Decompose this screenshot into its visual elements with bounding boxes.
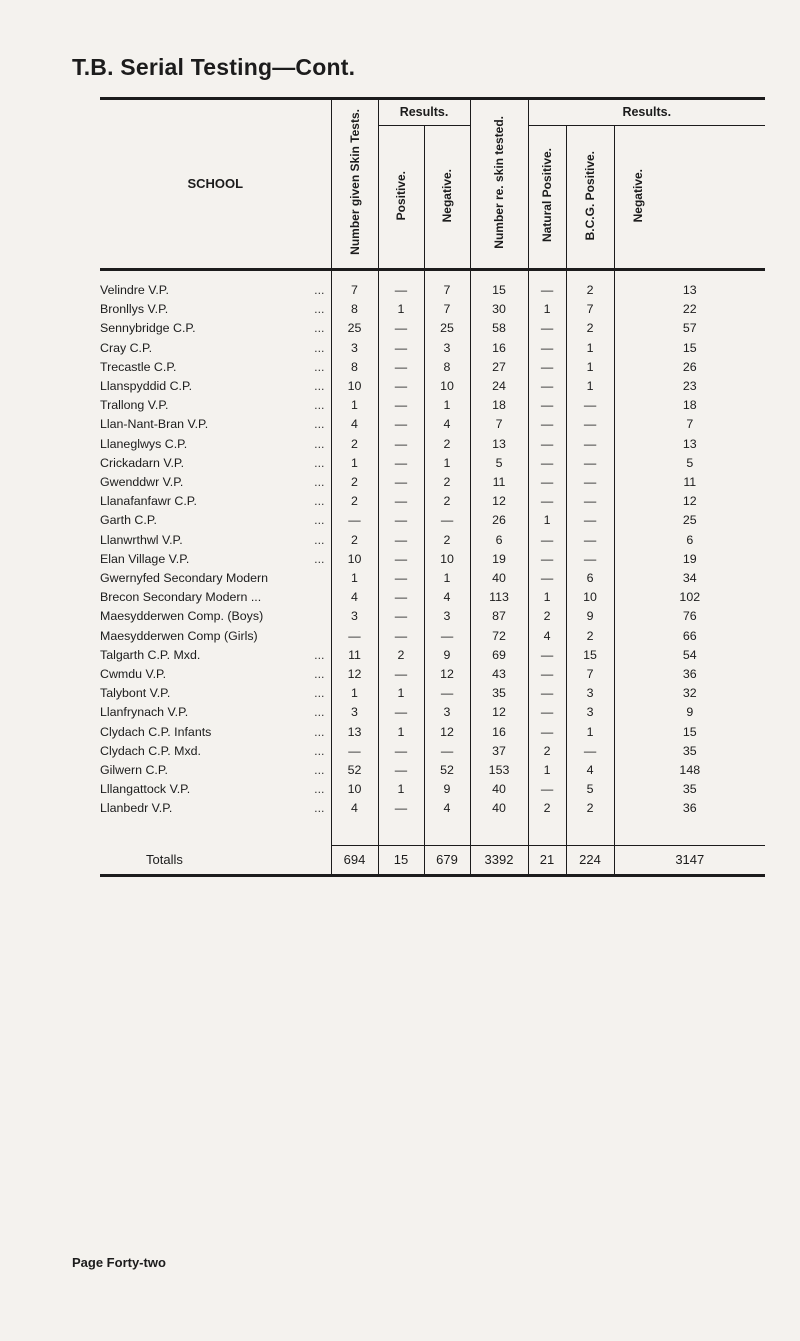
cell-bcg: —: [566, 435, 614, 454]
school-name: Crickadarn V.P. ...: [100, 455, 325, 470]
cell-retested: 30: [470, 300, 528, 319]
total-given: 694: [331, 845, 378, 875]
cell-given: 1: [331, 684, 378, 703]
cell-neg: 2: [424, 492, 470, 511]
school-name: Maesydderwen Comp (Girls): [100, 628, 258, 643]
cell-retested: 5: [470, 454, 528, 473]
school-name: Gilwern C.P. ...: [100, 763, 325, 778]
cell-neg2: 57: [614, 319, 765, 338]
cell-nat: —: [528, 550, 566, 569]
cell-pos: —: [378, 511, 424, 530]
school-name: Llanfrynach V.P. ...: [100, 705, 325, 720]
table-row: [100, 531, 765, 550]
cell-neg2: 11: [614, 473, 765, 492]
school-name: Trallong V.P. ...: [100, 398, 325, 413]
total-nat: 21: [528, 845, 566, 875]
cell-bcg: 2: [566, 627, 614, 646]
school-name: Gwenddwr V.P. ...: [100, 475, 325, 490]
total-bcg: 224: [566, 845, 614, 875]
cell-given: —: [331, 511, 378, 530]
cell-neg2: 36: [614, 799, 765, 818]
cell-neg2: 12: [614, 492, 765, 511]
cell-nat: 2: [528, 607, 566, 626]
cell-given: 1: [331, 454, 378, 473]
table-row: [100, 492, 765, 511]
school-name: Trecastle C.P. ...: [100, 359, 325, 374]
table-row: [100, 723, 765, 742]
cell-neg2: 22: [614, 300, 765, 319]
cell-nat: 2: [528, 799, 566, 818]
total-pos: 15: [378, 845, 424, 875]
school-name: Gwernyfed Secondary Modern: [100, 571, 269, 586]
cell-retested: 15: [470, 270, 528, 301]
cell-retested: 40: [470, 569, 528, 588]
cell-neg: 10: [424, 377, 470, 396]
cell-given: 2: [331, 435, 378, 454]
cell-bcg: —: [566, 742, 614, 761]
cell-neg: 52: [424, 761, 470, 780]
cell-pos: —: [378, 492, 424, 511]
cell-given: 11: [331, 646, 378, 665]
total-neg: 679: [424, 845, 470, 875]
total-neg2: 3147: [614, 845, 765, 875]
cell-pos: 1: [378, 723, 424, 742]
cell-retested: 40: [470, 799, 528, 818]
cell-neg2: 35: [614, 742, 765, 761]
cell-nat: —: [528, 435, 566, 454]
cell-neg: —: [424, 742, 470, 761]
cell-retested: 35: [470, 684, 528, 703]
cell-pos: —: [378, 319, 424, 338]
header-positive: Positive.: [378, 126, 424, 270]
cell-neg2: 32: [614, 684, 765, 703]
cell-neg2: 66: [614, 627, 765, 646]
table-row: [100, 339, 765, 358]
header-results-1: Results.: [378, 99, 470, 126]
cell-neg: —: [424, 627, 470, 646]
cell-retested: 27: [470, 358, 528, 377]
school-name: Llanspyddid C.P. ...: [100, 379, 325, 394]
cell-bcg: 1: [566, 358, 614, 377]
school-name: Llaneglwys C.P. ...: [100, 436, 325, 451]
cell-given: 7: [331, 270, 378, 301]
cell-neg2: 18: [614, 396, 765, 415]
cell-bcg: 2: [566, 799, 614, 818]
cell-nat: 1: [528, 588, 566, 607]
cell-pos: 1: [378, 684, 424, 703]
cell-nat: —: [528, 377, 566, 396]
school-name: Brecon Secondary Modern ...: [100, 590, 262, 605]
cell-nat: —: [528, 703, 566, 722]
cell-given: 52: [331, 761, 378, 780]
cell-retested: 24: [470, 377, 528, 396]
header-natural-positive: Natural Positive.: [528, 126, 566, 270]
cell-given: 10: [331, 780, 378, 799]
cell-bcg: —: [566, 415, 614, 434]
header-bcg-positive: B.C.G. Positive.: [566, 126, 614, 270]
table-row: [100, 550, 765, 569]
school-name: Clydach C.P. Infants ...: [100, 724, 325, 739]
cell-retested: 153: [470, 761, 528, 780]
cell-nat: —: [528, 473, 566, 492]
cell-retested: 87: [470, 607, 528, 626]
cell-neg: 12: [424, 723, 470, 742]
cell-nat: —: [528, 396, 566, 415]
cell-neg: 4: [424, 799, 470, 818]
cell-neg: 9: [424, 646, 470, 665]
totals-label: Totalls: [100, 845, 331, 875]
cell-nat: —: [528, 319, 566, 338]
cell-given: 10: [331, 550, 378, 569]
table-row: [100, 435, 765, 454]
cell-bcg: 9: [566, 607, 614, 626]
header-negative: Negative.: [424, 126, 470, 270]
cell-retested: 37: [470, 742, 528, 761]
table-row: [100, 742, 765, 761]
cell-nat: —: [528, 358, 566, 377]
cell-pos: —: [378, 435, 424, 454]
cell-neg: 7: [424, 300, 470, 319]
cell-neg: 1: [424, 396, 470, 415]
cell-neg: 3: [424, 607, 470, 626]
school-name: Elan Village V.P. ...: [100, 551, 325, 566]
cell-bcg: 3: [566, 684, 614, 703]
cell-retested: 12: [470, 703, 528, 722]
cell-nat: 1: [528, 511, 566, 530]
serial-testing-table: [100, 99, 765, 877]
cell-retested: 19: [470, 550, 528, 569]
cell-neg: 4: [424, 588, 470, 607]
cell-given: 8: [331, 300, 378, 319]
cell-retested: 13: [470, 435, 528, 454]
cell-retested: 18: [470, 396, 528, 415]
table-row: [100, 396, 765, 415]
cell-bcg: 1: [566, 377, 614, 396]
cell-retested: 12: [470, 492, 528, 511]
cell-neg2: 25: [614, 511, 765, 530]
cell-neg: 2: [424, 473, 470, 492]
cell-nat: —: [528, 339, 566, 358]
table-row: [100, 300, 765, 319]
cell-neg: 2: [424, 531, 470, 550]
cell-neg: 8: [424, 358, 470, 377]
cell-given: —: [331, 742, 378, 761]
cell-given: 3: [331, 703, 378, 722]
cell-nat: —: [528, 531, 566, 550]
cell-pos: —: [378, 742, 424, 761]
cell-neg2: 6: [614, 531, 765, 550]
school-name: Maesydderwen Comp. (Boys): [100, 609, 264, 624]
cell-nat: —: [528, 454, 566, 473]
cell-bcg: 1: [566, 339, 614, 358]
cell-bcg: —: [566, 531, 614, 550]
cell-given: 4: [331, 799, 378, 818]
cell-bcg: 10: [566, 588, 614, 607]
cell-bcg: —: [566, 492, 614, 511]
table-row: [100, 761, 765, 780]
header-number-retested: Number re. skin tested.: [470, 99, 528, 270]
page-title: T.B. Serial Testing—Cont.: [72, 54, 356, 80]
table-row: [100, 607, 765, 626]
header-number-given: Number given Skin Tests.: [331, 99, 378, 270]
table-row: [100, 358, 765, 377]
cell-neg2: 26: [614, 358, 765, 377]
cell-pos: —: [378, 377, 424, 396]
cell-nat: —: [528, 684, 566, 703]
cell-given: 3: [331, 339, 378, 358]
cell-bcg: 7: [566, 300, 614, 319]
cell-given: 1: [331, 569, 378, 588]
cell-retested: 16: [470, 339, 528, 358]
cell-pos: —: [378, 607, 424, 626]
cell-bcg: 4: [566, 761, 614, 780]
cell-given: 2: [331, 531, 378, 550]
cell-bcg: 5: [566, 780, 614, 799]
cell-retested: 7: [470, 415, 528, 434]
cell-pos: —: [378, 339, 424, 358]
school-name: Bronllys V.P. ...: [100, 302, 325, 317]
cell-pos: —: [378, 703, 424, 722]
table-row: [100, 454, 765, 473]
cell-given: 25: [331, 319, 378, 338]
cell-pos: —: [378, 270, 424, 301]
cell-nat: —: [528, 646, 566, 665]
school-name: Talgarth C.P. Mxd. ...: [100, 647, 325, 662]
cell-neg2: 36: [614, 665, 765, 684]
cell-bcg: —: [566, 396, 614, 415]
cell-neg: —: [424, 684, 470, 703]
school-name: Clydach C.P. Mxd. ...: [100, 743, 325, 758]
cell-pos: —: [378, 627, 424, 646]
cell-neg2: 35: [614, 780, 765, 799]
cell-given: —: [331, 627, 378, 646]
cell-nat: 1: [528, 300, 566, 319]
cell-bcg: 3: [566, 703, 614, 722]
cell-neg: 10: [424, 550, 470, 569]
cell-bcg: —: [566, 473, 614, 492]
header-school: SCHOOL: [100, 99, 331, 270]
cell-nat: —: [528, 780, 566, 799]
school-name: Garth C.P. ...: [100, 513, 325, 528]
cell-given: 1: [331, 396, 378, 415]
cell-nat: 2: [528, 742, 566, 761]
cell-neg2: 13: [614, 270, 765, 301]
cell-bcg: 2: [566, 270, 614, 301]
cell-retested: 43: [470, 665, 528, 684]
cell-neg: 25: [424, 319, 470, 338]
cell-bcg: —: [566, 454, 614, 473]
cell-given: 13: [331, 723, 378, 742]
cell-bcg: 2: [566, 319, 614, 338]
cell-given: 4: [331, 588, 378, 607]
cell-retested: 69: [470, 646, 528, 665]
cell-pos: —: [378, 358, 424, 377]
table-row: [100, 703, 765, 722]
cell-neg: 1: [424, 569, 470, 588]
cell-retested: 11: [470, 473, 528, 492]
cell-pos: 2: [378, 646, 424, 665]
table-row: [100, 799, 765, 818]
cell-nat: —: [528, 723, 566, 742]
cell-pos: —: [378, 531, 424, 550]
cell-retested: 16: [470, 723, 528, 742]
table-row: [100, 569, 765, 588]
table-row: [100, 319, 765, 338]
school-name: Llan-Nant-Bran V.P. ...: [100, 417, 325, 432]
cell-bcg: —: [566, 511, 614, 530]
cell-pos: —: [378, 415, 424, 434]
table-row: [100, 270, 765, 301]
school-name: Cray C.P. ...: [100, 340, 325, 355]
cell-neg2: 102: [614, 588, 765, 607]
cell-pos: —: [378, 473, 424, 492]
cell-given: 4: [331, 415, 378, 434]
table-row: [100, 588, 765, 607]
cell-neg2: 23: [614, 377, 765, 396]
school-name: Llanwrthwl V.P. ...: [100, 532, 325, 547]
table-row: [100, 511, 765, 530]
cell-retested: 72: [470, 627, 528, 646]
table-row: [100, 665, 765, 684]
cell-neg2: 76: [614, 607, 765, 626]
cell-pos: —: [378, 588, 424, 607]
cell-neg: 3: [424, 703, 470, 722]
cell-neg2: 9: [614, 703, 765, 722]
cell-given: 12: [331, 665, 378, 684]
header-negative-2: Negative.: [614, 126, 765, 270]
cell-neg: 4: [424, 415, 470, 434]
cell-neg2: 148: [614, 761, 765, 780]
school-name: Cwmdu V.P. ...: [100, 667, 325, 682]
table-row: [100, 780, 765, 799]
cell-pos: —: [378, 569, 424, 588]
cell-pos: —: [378, 454, 424, 473]
cell-nat: —: [528, 665, 566, 684]
cell-pos: —: [378, 799, 424, 818]
school-name: Talybont V.P. ...: [100, 686, 325, 701]
cell-pos: 1: [378, 780, 424, 799]
table-row: [100, 377, 765, 396]
cell-bcg: —: [566, 550, 614, 569]
cell-given: 8: [331, 358, 378, 377]
cell-pos: —: [378, 550, 424, 569]
cell-bcg: 15: [566, 646, 614, 665]
cell-nat: —: [528, 415, 566, 434]
cell-neg2: 15: [614, 723, 765, 742]
page-footer: Page Forty-two: [72, 1255, 166, 1270]
cell-neg: —: [424, 511, 470, 530]
cell-pos: 1: [378, 300, 424, 319]
cell-neg2: 7: [614, 415, 765, 434]
cell-neg2: 13: [614, 435, 765, 454]
table-row: [100, 415, 765, 434]
cell-bcg: 6: [566, 569, 614, 588]
cell-nat: 1: [528, 761, 566, 780]
cell-neg2: 34: [614, 569, 765, 588]
totals-row: [100, 845, 765, 875]
school-name: Lllangattock V.P. ...: [100, 782, 325, 797]
cell-neg: 9: [424, 780, 470, 799]
cell-retested: 113: [470, 588, 528, 607]
cell-neg2: 5: [614, 454, 765, 473]
cell-pos: —: [378, 761, 424, 780]
cell-nat: 4: [528, 627, 566, 646]
cell-given: 2: [331, 473, 378, 492]
school-name: Llanafanfawr C.P. ...: [100, 494, 325, 509]
table-row: [100, 646, 765, 665]
cell-neg: 12: [424, 665, 470, 684]
cell-given: 3: [331, 607, 378, 626]
cell-pos: —: [378, 396, 424, 415]
school-name: Velindre V.P. ...: [100, 283, 325, 297]
cell-retested: 26: [470, 511, 528, 530]
cell-pos: —: [378, 665, 424, 684]
cell-neg: 3: [424, 339, 470, 358]
cell-given: 2: [331, 492, 378, 511]
cell-nat: —: [528, 492, 566, 511]
cell-retested: 40: [470, 780, 528, 799]
cell-neg2: 19: [614, 550, 765, 569]
cell-nat: —: [528, 270, 566, 301]
cell-given: 10: [331, 377, 378, 396]
header-results-2: Results.: [528, 99, 765, 126]
table-row: [100, 627, 765, 646]
school-name: Llanbedr V.P. ...: [100, 801, 325, 816]
table-body: [100, 270, 765, 876]
cell-neg: 7: [424, 270, 470, 301]
cell-retested: 58: [470, 319, 528, 338]
total-retested: 3392: [470, 845, 528, 875]
cell-bcg: 7: [566, 665, 614, 684]
cell-bcg: 1: [566, 723, 614, 742]
cell-neg: 1: [424, 454, 470, 473]
spacer-row: [100, 819, 765, 846]
cell-neg: 2: [424, 435, 470, 454]
table-row: [100, 473, 765, 492]
cell-retested: 6: [470, 531, 528, 550]
school-name: Sennybridge C.P. ...: [100, 321, 325, 336]
cell-nat: —: [528, 569, 566, 588]
cell-neg2: 15: [614, 339, 765, 358]
cell-neg2: 54: [614, 646, 765, 665]
table-row: [100, 684, 765, 703]
